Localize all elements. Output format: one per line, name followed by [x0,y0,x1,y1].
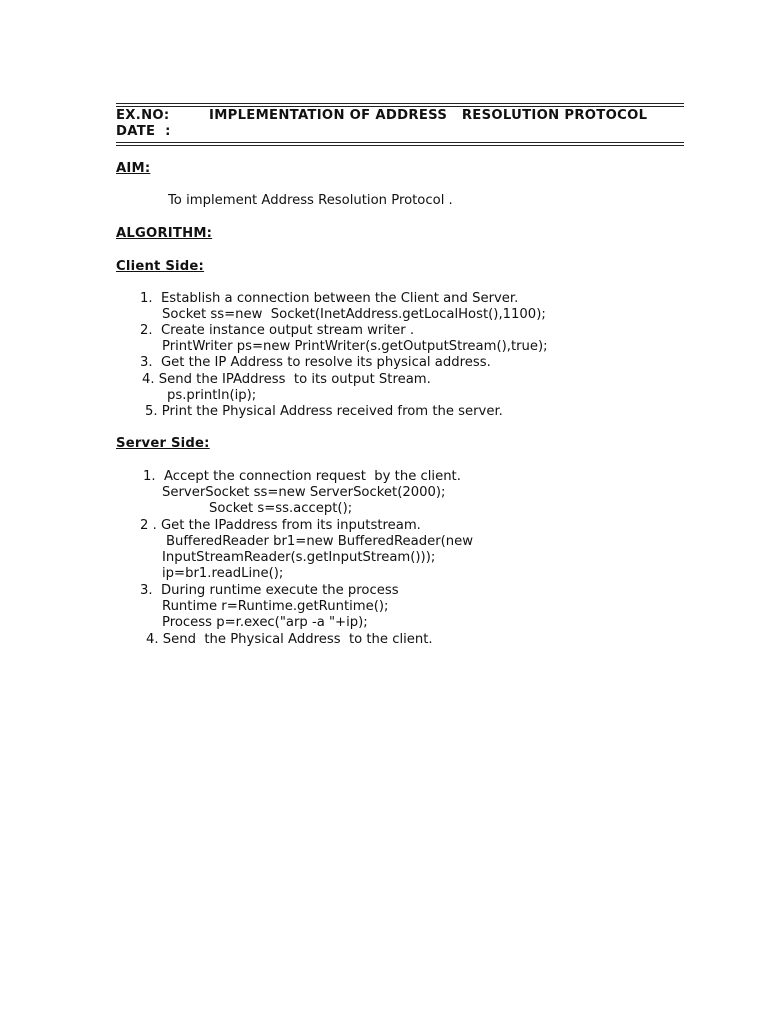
server-step-3: 3. During runtime execute the process [140,583,399,598]
server-code-line: InputStreamReader(s.getInputStream())); [162,550,436,565]
client-step-1: 1. Establish a connection between the Client and Server. [140,291,519,306]
server-step-1: 1. Accept the connection request by the client. [143,469,461,484]
header-rule-top-1 [116,103,684,104]
client-code-line: ps.println(ip); [167,388,257,403]
client-step-3: 3. Get the IP Address to resolve its physical address. [140,355,491,370]
server-code-line: ip=br1.readLine(); [162,566,284,581]
header-rule-bottom-2 [116,145,684,146]
client-step-2: 2. Create instance output stream writer . [140,323,415,338]
client-code-line: PrintWriter ps=new PrintWriter(s.getOutputStream(),true); [162,339,548,354]
document-title: IMPLEMENTATION OF ADDRESS RESOLUTION PROTOCOL [209,108,648,123]
server-side-heading: Server Side: [116,436,210,451]
client-step-5: 5. Print the Physical Address received from the server. [145,404,503,419]
aim-text: To implement Address Resolution Protocol . [168,193,453,208]
server-code-line: ServerSocket ss=new ServerSocket(2000); [162,485,446,500]
server-step-2: 2 . Get the IPaddress from its inputstream. [140,518,421,533]
server-code-line: Socket s=ss.accept(); [209,501,353,516]
server-code-line: BufferedReader br1=new BufferedReader(new [166,534,474,549]
exno-label: EX.NO: [116,108,170,123]
algorithm-heading: ALGORITHM: [116,226,213,241]
client-step-4: 4. Send the IPAddress to its output Stream. [142,372,431,387]
header-rule-bottom-1 [116,142,684,143]
client-side-heading: Client Side: [116,259,205,274]
client-code-line: Socket ss=new Socket(InetAddress.getLocalHost(),1100); [162,307,546,322]
server-code-line: Runtime r=Runtime.getRuntime(); [162,599,389,614]
header-rule-top-2 [116,106,684,107]
date-label: DATE : [116,124,171,139]
aim-heading: AIM: [116,161,151,176]
server-step-4: 4. Send the Physical Address to the client. [146,632,433,647]
server-code-line: Process p=r.exec("arp -a "+ip); [162,615,368,630]
